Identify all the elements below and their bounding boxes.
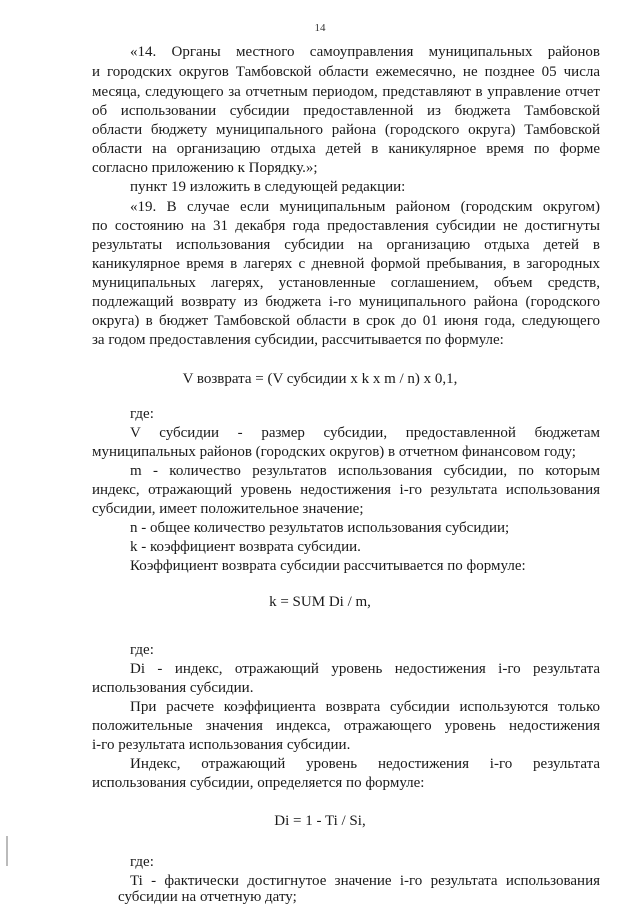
text-line: области на организацию отдыха детей в каникулярное время по форме [92, 141, 600, 157]
formula-di: Di = 1 - Ti / Si, [274, 813, 366, 829]
text-line: области бюджету муниципального района (городского округа) Тамбовской [92, 122, 600, 138]
text-line: пункт 19 изложить в следующей редакции: [130, 179, 406, 195]
text-line: положительные значения индекса, отражающего уровень недостижения [92, 718, 600, 734]
text-line: n - общее количество результатов использования субсидии; [130, 520, 510, 536]
text-line: муниципальных лагерях, установленные соглашением, объем средств, [92, 275, 600, 291]
text-line: округа) в бюджет Тамбовской области в срок до 01 июня года, следующего [92, 313, 600, 329]
text-line: муниципальных районов (городских округов) в отчетном финансовом году; [92, 444, 576, 460]
text-line: «19. В случае если муниципальным районом (городским округом) [130, 199, 600, 215]
text-line: i-го результата использования субсидии. [92, 737, 351, 753]
formula-v-return: V возврата = (V субсидии x k x m / n) x 0,1, [182, 371, 458, 387]
text-line: каникулярное время в лагерях с дневной формой пребывания, в загородных [92, 256, 600, 272]
text-line: результаты использования субсидии на организацию отдыха детей в [92, 237, 600, 253]
scan-edge-mark [6, 836, 8, 866]
text-line: за годом предоставления субсидии, рассчитывается по формуле: [92, 332, 504, 348]
text-line: подлежащий возврату из бюджета i-го муниципального района (городского [92, 294, 600, 310]
text-line: Индекс, отражающий уровень недостижения i-го результата [130, 756, 600, 772]
text-line: об использовании субсидии предоставленной из бюджета Тамбовской [92, 103, 600, 119]
text-line: субсидии на отчетную дату; [118, 889, 297, 905]
text-line: использования субсидии, определяется по формуле: [92, 775, 425, 791]
formula-k: k = SUM Di / m, [269, 594, 371, 610]
text-line: субсидии, имеет положительное значение; [92, 501, 364, 517]
text-line: и городских округов Тамбовской области ежемесячно, не позднее 05 числа [92, 64, 600, 80]
text-line: Ti - фактически достигнутое значение i-го результата использования [130, 873, 600, 889]
text-line: месяца, следующего за отчетным периодом, представляют в управление отчет [92, 84, 600, 100]
text-line: индекс, отражающий уровень недостижения i-го результата использования [92, 482, 600, 498]
text-line: где: [130, 642, 154, 658]
text-line: использования субсидии. [92, 680, 254, 696]
text-line: При расчете коэффициента возврата субсидии используются только [130, 699, 600, 715]
text-line: согласно приложению к Порядку.»; [92, 160, 318, 176]
text-line: где: [130, 854, 154, 870]
text-line: по состоянию на 31 декабря года предоставления субсидии не достигнуты [92, 218, 600, 234]
text-line: k - коэффициент возврата субсидии. [130, 539, 361, 555]
page-number: 14 [314, 22, 326, 34]
text-line: Di - индекс, отражающий уровень недостижения i-го результата [130, 661, 600, 677]
text-line: где: [130, 406, 154, 422]
text-line: V субсидии - размер субсидии, предоставленной бюджетам [130, 425, 600, 441]
text-line: «14. Органы местного самоуправления муниципальных районов [130, 44, 600, 60]
text-line: m - количество результатов использования субсидии, по которым [130, 463, 600, 479]
text-line: Коэффициент возврата субсидии рассчитывается по формуле: [130, 558, 526, 574]
